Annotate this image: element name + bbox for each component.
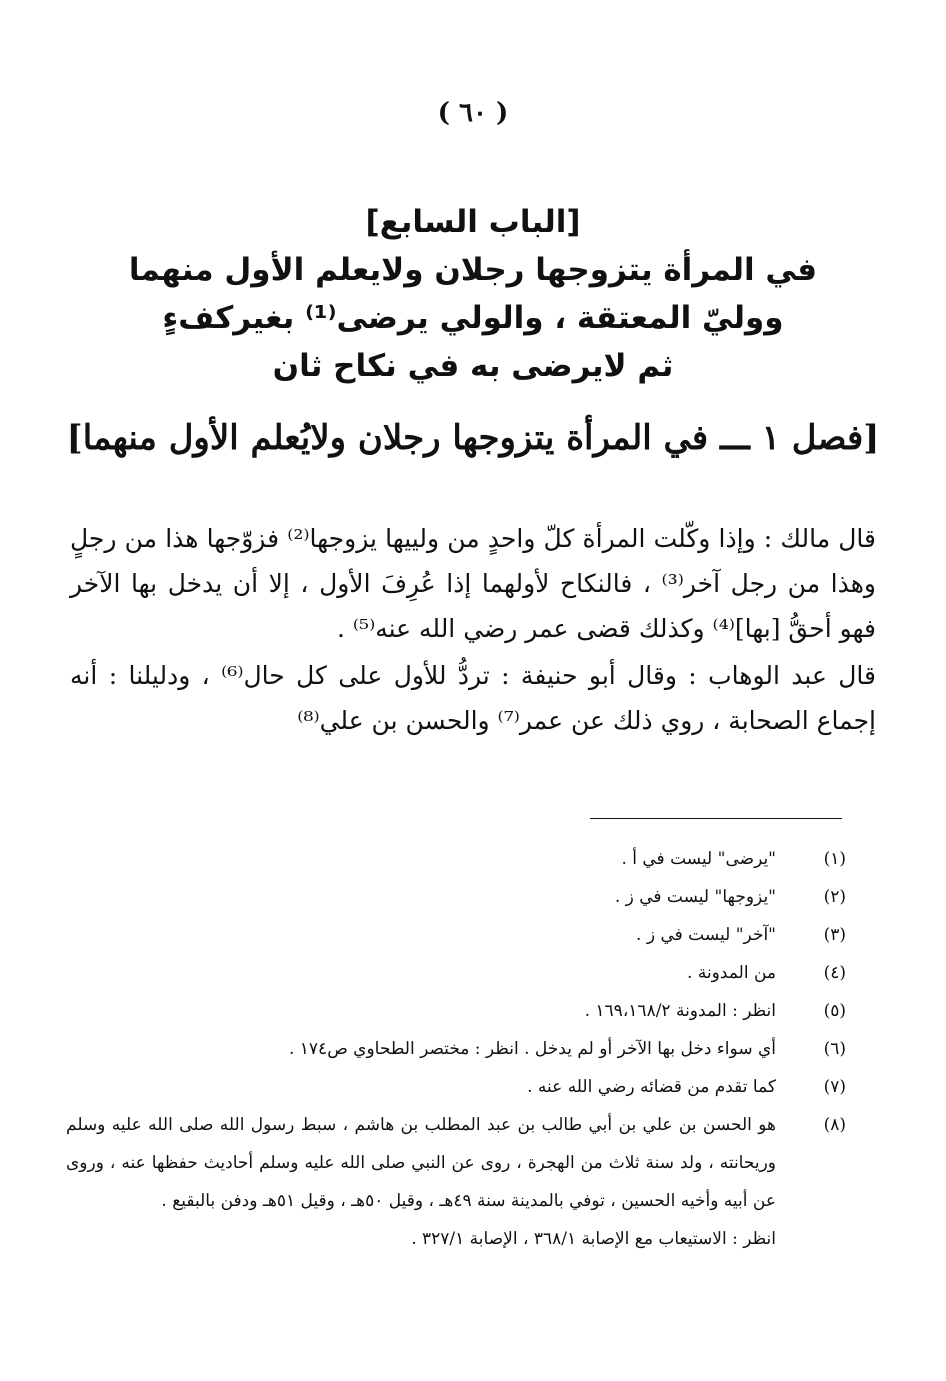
footnote-source-text: انظر : الاستيعاب مع الإصابة ٣٦٨/١ ، الإصابة ٣٢٧/١ .	[411, 1229, 776, 1249]
footnote	[66, 992, 846, 1030]
chapter-title: [الباب السابع]	[365, 204, 581, 240]
footnote	[66, 1030, 846, 1068]
footnote-number: (٦)	[823, 1039, 846, 1059]
footnote-number: (٥)	[823, 1001, 846, 1021]
footnote-number: (٨)	[823, 1115, 846, 1135]
footnote-source	[66, 1220, 846, 1258]
footnote-number: (٢)	[823, 887, 846, 907]
footnote	[66, 1068, 846, 1106]
footnote	[66, 916, 846, 954]
paragraph: قال عبد الوهاب : وقال أبو حنيفة : تردُّ للأول على كل حال⁽⁶⁾ ، ودليلنا : أنه إجماع الصحابة ، روي ذلك عن عمر⁽⁷⁾ والحسن بن علي⁽⁸⁾	[70, 661, 876, 735]
paragraph: قال مالك : وإذا وكّلت المرأة كلّ واحدٍ من ولييها يزوجها⁽²⁾ فزوّجها هذا من رجلٍ وهذا من رجل آخر⁽³⁾ ، فالنكاح لأولهما إذا عُرِفَ الأول ، إلا أن يدخل بها الآخر فهو أحقُّ [بها]⁽⁴⁾ وكذلك قضى عمر رضي الله عنه⁽⁵⁾ .	[70, 524, 876, 643]
footnote-separator	[590, 818, 842, 819]
footnote-text: "آخر" ليست في ز .	[636, 925, 776, 945]
footnote-text: من المدونة .	[687, 963, 776, 983]
chapter-subtitle-line: في المرأة يتزوجها رجلان ولايعلم الأول منهما	[128, 252, 818, 288]
footnote	[66, 954, 846, 992]
footnote	[66, 878, 846, 916]
footnote-number: (٧)	[823, 1077, 846, 1097]
footnote	[66, 1106, 846, 1220]
footnote-text: انظر : المدونة ١٦٩،١٦٨/٢ .	[584, 1001, 776, 1021]
footnote-text: "يرضى" ليست في أ .	[621, 849, 776, 869]
footnote	[66, 840, 846, 878]
chapter-subtitle-line: ووليّ المعتقة ، والولي يرضى⁽¹⁾ بغيركفءٍ	[162, 300, 784, 336]
footnote-number: (٣)	[823, 925, 846, 945]
footnotes	[66, 840, 846, 1258]
footnote-text: كما تقدم من قضائه رضي الله عنه .	[527, 1077, 776, 1097]
page-number: ( ٦٠ )	[437, 98, 509, 128]
footnote-number: (١)	[823, 849, 846, 869]
chapter-heading	[60, 198, 886, 390]
footnote-text: أي سواء دخل بها الآخر أو لم يدخل . انظر : مختصر الطحاوي ص١٧٤ .	[288, 1039, 776, 1059]
footnote-text: هو الحسن بن علي بن أبي طالب بن عبد المطلب بن هاشم ، سبط رسول الله صلى الله عليه وسلم وريحانته ، ولد سنة ثلاث من الهجرة ، روى عن النبي صلى الله عليه وسلم أحاديث حفظها عنه ، وروى عن أبيه وأخيه الحسين ، توفي بالمدينة سنة ٤٩هـ ، وقيل ٥٠هـ ، وقيل ٥١هـ ودفن بالبقيع .	[66, 1115, 776, 1211]
footnote-number: (٤)	[823, 963, 846, 983]
section-title: [فصل ١ ـــ في المرأة يتزوجها رجلان ولايُعلم الأول منهما]	[66, 418, 880, 458]
footnote-text: "يزوجها" ليست في ز .	[614, 887, 776, 907]
chapter-subtitle-line: ثم لايرضى به في نكاح ثان	[272, 348, 674, 384]
body-text	[70, 516, 876, 743]
